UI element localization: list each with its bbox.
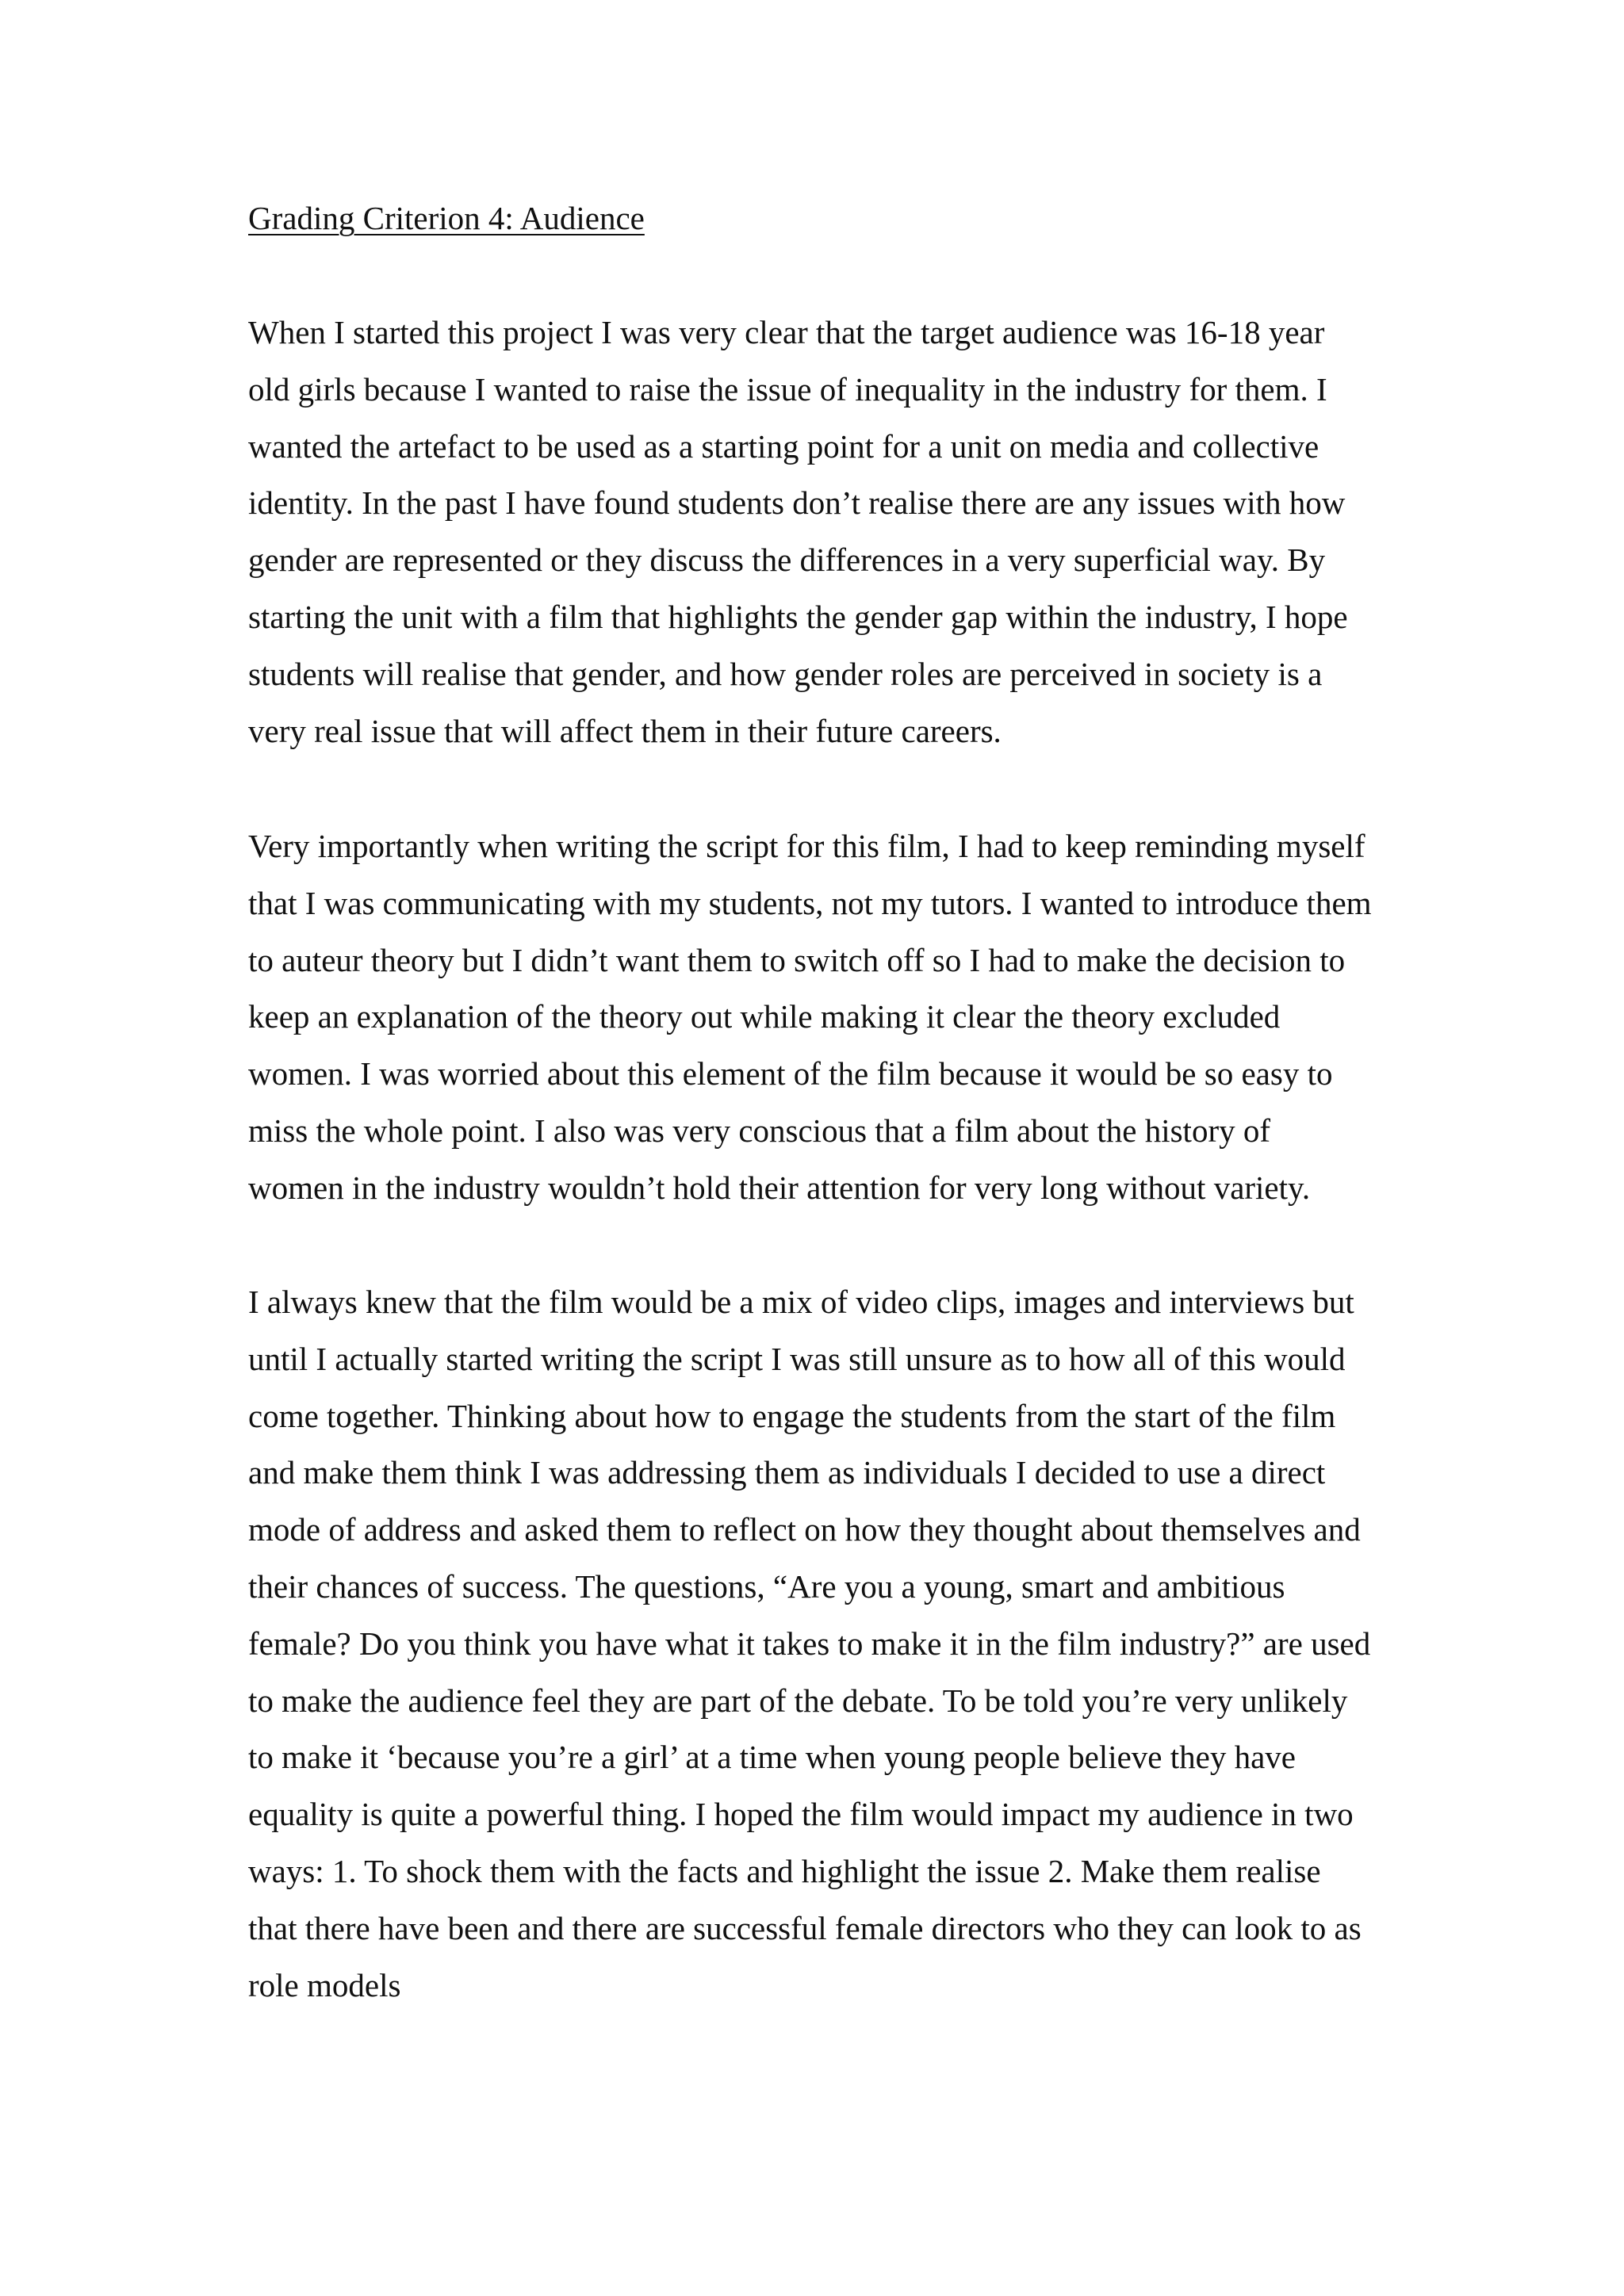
text-line: I always knew that the film would be a mix of video clips, images and interviews but [248, 1284, 1354, 1320]
text-line: old girls because I wanted to raise the issue of inequality in the industry for them. I [248, 370, 1327, 408]
text-line: female? Do you think you have what it takes to make it in the film industry?” are used [248, 1624, 1371, 1662]
text-line: When I started this project I was very clear that the target audience was 16-18 year [248, 314, 1325, 350]
text-line: very real issue that will affect them in their future careers. [248, 712, 1002, 749]
text-line: equality is quite a powerful thing. I hoped the film would impact my audience in two [248, 1796, 1354, 1833]
text-line: ways: 1. To shock them with the facts and highlight the issue 2. Make them realise [248, 1852, 1321, 1889]
text-line: starting the unit with a film that highlights the gender gap within the industry, I hope [248, 598, 1348, 635]
text-line: women. I was worried about this element of the film because it would be so easy to [248, 1055, 1333, 1093]
paragraph-film-format [248, 1274, 1370, 2014]
text-line: gender are represented or they discuss the differences in a very superficial way. By [248, 541, 1326, 579]
text-line: that I was communicating with my students, not my tutors. I wanted to introduce them [248, 884, 1372, 921]
text-line: to make the audience feel they are part of the debate. To be told you’re very unlikely [248, 1682, 1348, 1719]
text-line: women in the industry wouldn’t hold their attention for very long without variety. [248, 1169, 1311, 1206]
text-line: role models [248, 1966, 401, 2003]
text-line: Very importantly when writing the script for this film, I had to keep reminding myself [248, 828, 1365, 864]
text-line: miss the whole point. I also was very conscious that a film about the history of [248, 1112, 1270, 1149]
text-line: and make them think I was addressing them as individuals I decided to use a direct [248, 1454, 1326, 1491]
page-title: Grading Criterion 4: Audience [248, 200, 645, 236]
text-line: until I actually started writing the script I was still unsure as to how all of this would [248, 1340, 1346, 1377]
text-line: students will realise that gender, and how gender roles are perceived in society is a [248, 655, 1323, 692]
text-line: that there have been and there are successful female directors who they can look to as [248, 1909, 1362, 1946]
text-line: identity. In the past I have found students don’t realise there are any issues with how [248, 484, 1346, 522]
paragraph-target-audience [248, 304, 1348, 760]
text-line: mode of address and asked them to reflect on how they thought about themselves and [248, 1511, 1361, 1548]
text-line: come together. Thinking about how to engage the students from the start of the film [248, 1397, 1336, 1434]
text-line: their chances of success. The questions, “Are you a young, smart and ambitious [248, 1567, 1285, 1605]
text-line: keep an explanation of the theory out while making it clear the theory excluded [248, 998, 1281, 1035]
text-line: to make it ‘because you’re a girl’ at a time when young people believe they have [248, 1739, 1296, 1776]
text-line: to auteur theory but I didn’t want them to switch off so I had to make the decision to [248, 941, 1346, 978]
paragraph-script-writing [248, 818, 1372, 1217]
text-line: wanted the artefact to be used as a starting point for a unit on media and collective [248, 427, 1320, 465]
